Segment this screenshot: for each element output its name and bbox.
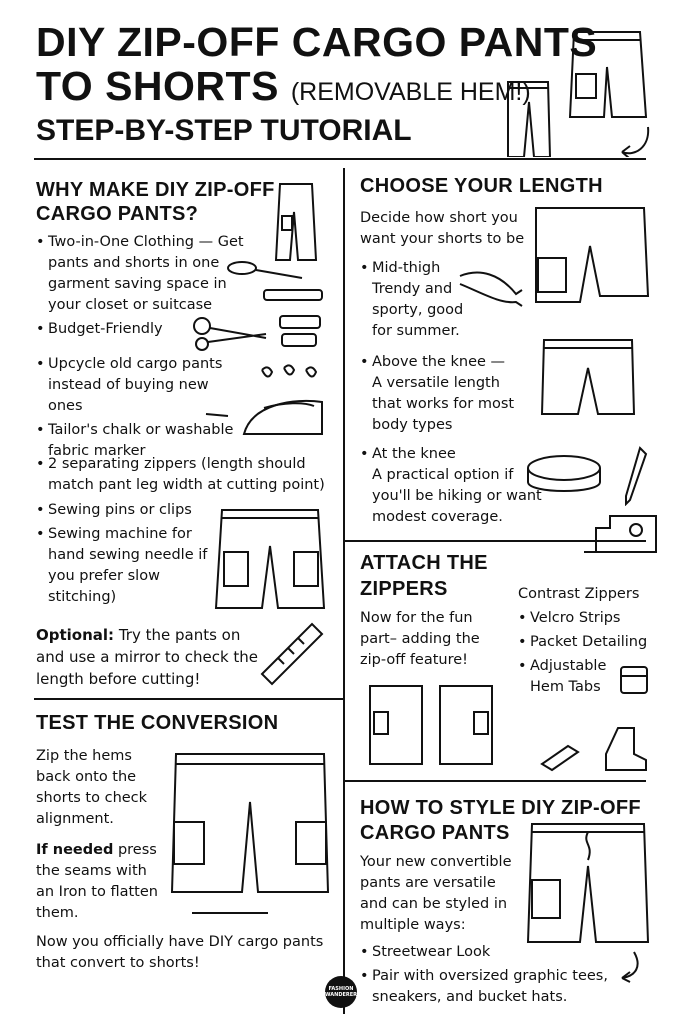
mid-thigh-shorts-illustration xyxy=(530,206,650,312)
list-item: • Two-in-One Clothing — Get pants and shorts in one garment saving space in your closet or suitcase xyxy=(36,232,262,316)
why-heading-line-2: CARGO PANTS? xyxy=(36,203,199,225)
iron-icon xyxy=(204,390,328,446)
length-option-label: Mid-thigh xyxy=(372,260,441,276)
needle-icon xyxy=(190,906,270,920)
length-intro: Decide how short you want your shorts to be xyxy=(360,210,525,247)
length-option-text: A versatile length that works for most body types xyxy=(372,375,515,433)
pliers-icon xyxy=(456,266,528,318)
list-item: • Tailor's chalk or washable fabric marker xyxy=(36,420,236,462)
pant-leg-halves-illustration xyxy=(366,682,506,768)
scissors-icon xyxy=(188,316,268,352)
list-item: • 2 separating zippers (length should match pant leg width at cutting point) xyxy=(36,454,332,496)
pocket-tab-icon xyxy=(618,664,650,696)
list-item: • Sewing machine for hand sewing needle if you prefer slow stitching) xyxy=(36,524,216,608)
list-item: • Pair with oversized graphic tees, sneakers, and bucket hats. xyxy=(360,966,650,1008)
style-intro: Your new convertible pants are versatile and can be styled in multiple ways: xyxy=(360,854,512,933)
clips-icon xyxy=(256,362,328,388)
length-option-label: At the knee xyxy=(372,446,456,462)
why-heading-line-1: WHY MAKE DIY ZIP-OFF xyxy=(36,179,275,201)
length-option-at-knee: • At the knee A practical option if you'll be hiking or want modest coverage. xyxy=(360,444,550,528)
length-option-text: A practical option if you'll be hiking or want modest coverage. xyxy=(372,467,542,525)
logo-line-1: FASHION xyxy=(328,986,354,992)
zipper-pull-icon xyxy=(538,738,582,772)
why-list-4 xyxy=(36,500,216,611)
logo-line-2: WANDERER xyxy=(325,992,358,998)
attach-intro: Now for the fun part– adding the zip-off feature! xyxy=(360,610,480,668)
measuring-tape-icon xyxy=(258,618,326,690)
right-section-divider-2 xyxy=(343,780,646,782)
page-subtitle: STEP-BY-STEP TUTORIAL xyxy=(36,114,412,147)
length-heading: CHOOSE YOUR LENGTH xyxy=(360,175,603,197)
pants-leg-icon xyxy=(272,182,322,262)
optional-text: Try the pants on and use a mirror to check the length before cutting! xyxy=(36,626,259,688)
seam-ripper-icon xyxy=(226,258,306,284)
converted-shorts-illustration xyxy=(170,750,330,898)
list-item: • Packet Detailing xyxy=(518,632,668,653)
list-item: • Adjustable Hem Tabs xyxy=(518,656,626,698)
test-if-needed-text: press the seams with an Iron to flatten them. xyxy=(36,842,158,921)
list-item: • Budget-Friendly xyxy=(36,319,262,340)
length-option-label: Above the knee — xyxy=(372,354,506,370)
header-divider xyxy=(34,158,646,160)
length-option-text: Trendy and sporty, good for summer. xyxy=(372,281,464,339)
styled-shorts-illustration xyxy=(526,820,650,950)
style-heading-line-2: CARGO PANTS xyxy=(360,822,510,844)
above-knee-shorts-illustration xyxy=(540,338,636,422)
length-option-above-knee: • Above the knee — A versatile length that works for most body types xyxy=(360,352,520,436)
extra-contrast-zippers: Contrast Zippers xyxy=(518,586,640,602)
test-paragraph-2 xyxy=(36,840,166,924)
attach-heading-line-2: ZIPPERS xyxy=(360,578,448,600)
list-item: • Streetwear Look xyxy=(360,942,650,963)
column-divider xyxy=(343,168,345,1014)
list-item: • Upcycle old cargo pants instead of buying new ones xyxy=(36,354,236,417)
why-list-3 xyxy=(36,454,332,499)
brand-logo xyxy=(325,976,357,1008)
list-item: • Sewing pins or clips xyxy=(36,500,216,521)
attach-heading xyxy=(360,550,488,602)
test-heading: TEST THE CONVERSION xyxy=(36,712,279,734)
test-if-needed-label: If needed xyxy=(36,842,114,858)
style-list xyxy=(360,942,650,1011)
cargo-shorts-illustration xyxy=(214,506,326,614)
chalk-pencil-icon xyxy=(622,446,648,506)
title-line-1: DIY ZIP-OFF CARGO PANTS xyxy=(36,19,598,65)
ruler-icon xyxy=(262,286,324,304)
arrow-icon xyxy=(612,950,644,984)
test-paragraph-1: Zip the hems back onto the shorts to check alignment. xyxy=(36,748,148,827)
test-paragraph-3: Now you officially have DIY cargo pants that convert to shorts! xyxy=(36,934,324,971)
optional-label: Optional: xyxy=(36,626,115,644)
why-heading xyxy=(36,178,275,226)
style-heading-line-1: HOW TO STYLE DIY ZIP-OFF xyxy=(360,797,641,819)
chalk-icon xyxy=(276,312,324,352)
waistband-icon xyxy=(524,450,604,502)
length-option-mid-thigh: • Mid-thigh Trendy and sporty, good for summer. xyxy=(360,258,480,342)
attach-heading-line-1: ATTACH THE xyxy=(360,552,488,574)
boot-icon xyxy=(600,724,650,774)
left-section-divider xyxy=(34,698,343,700)
sewing-machine-icon xyxy=(580,506,660,558)
optional-note xyxy=(36,624,260,690)
pants-to-shorts-illustration xyxy=(500,22,660,157)
list-item: • Velcro Strips xyxy=(518,608,668,629)
title-sub: (REMOVABLE HEM!) xyxy=(290,78,531,106)
title-main: TO SHORTS xyxy=(36,63,279,109)
